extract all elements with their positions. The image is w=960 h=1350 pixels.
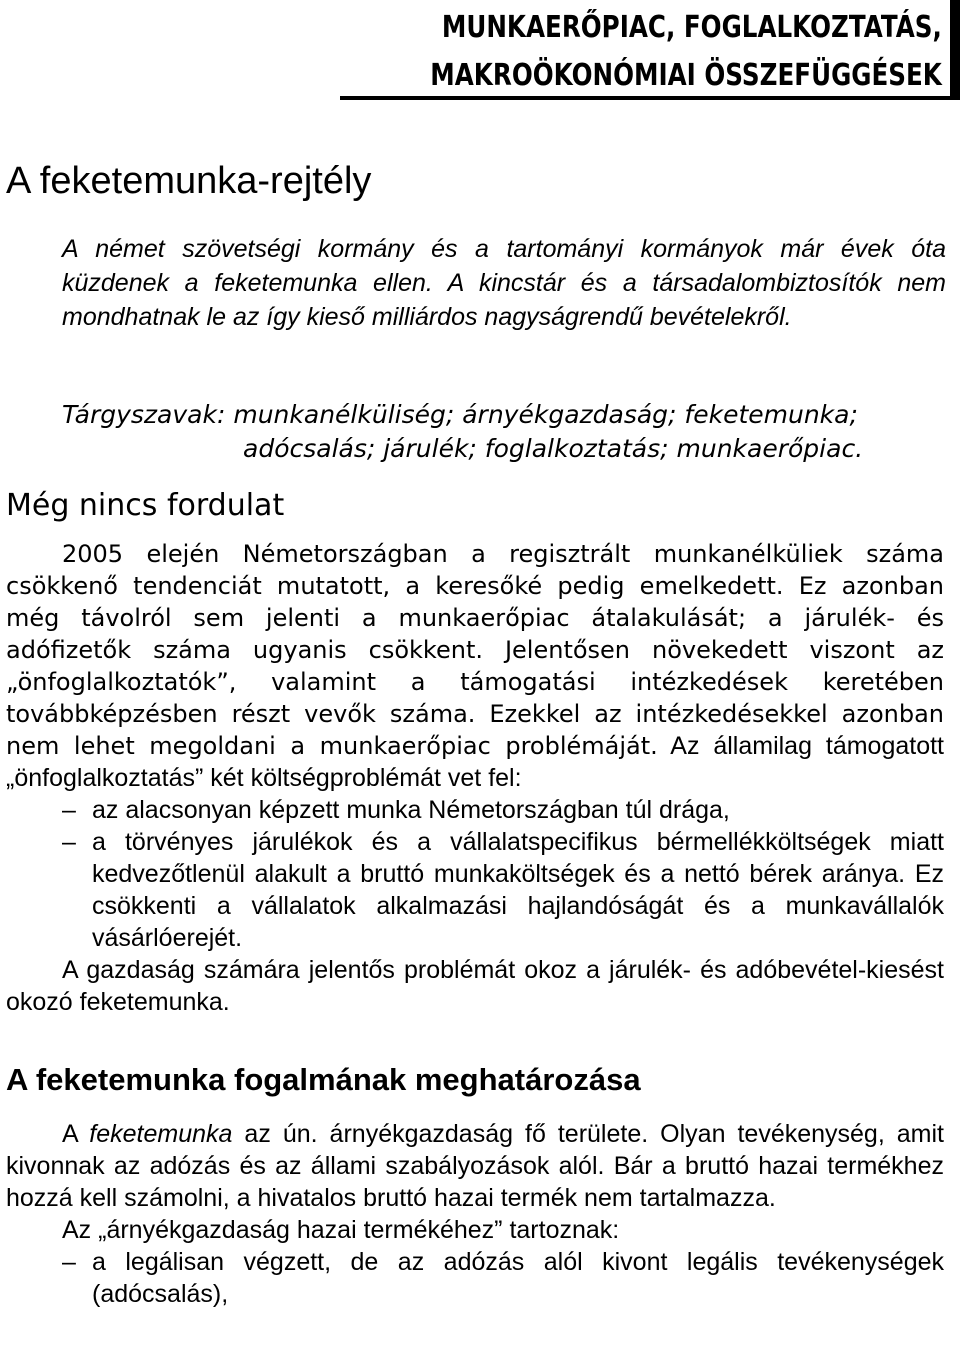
article-lead: A német szövetségi kormány és a tartományi kormányok már évek óta küzdenek a feketemunka ellen. A kincstár és a társadalombiztosítók nem mondhatnak le az így kieső milliárdos nagyságrendű bevételekről. (62, 235, 946, 331)
keywords-line-2: adócsalás; járulék; foglalkoztatás; munkaerőpiac. (243, 434, 864, 463)
list-item: – a törvényes járulékok és a vállalatspecifikus bérmellékköltségek miatt kedvezőtlenül alakult a bruttó munkaköltségek és a nettó bérek aránya. Ez csökkenti a vállalatok alkalmazási hajlandóságát és a munkavállalók vásárlóerejét. (62, 828, 944, 952)
section2-paragraph-2: Az „árnyékgazdaság hazai termékéhez” tartoznak: (62, 1216, 620, 1244)
section1-paragraph-2: A gazdaság számára jelentős problémát okoz a járulék- és adóbevétel-kiesést okozó feketemunka. (6, 956, 944, 1016)
running-header (340, 0, 960, 100)
list-item: – az alacsonyan képzett munka Németországban túl drága, (62, 796, 730, 824)
section1-paragraph-1-sans: 2005 elején Németországban a regisztrált munkanélküliek száma csökkenő tendenciát mutatott, a keresőké pedig emelkedett. Ez azonban még távolról sem jelenti a munkaerőpiac átalakulását; a járulék- és adófizetők száma ugyanis csökkent. Jelentősen növekedett viszont az „önfoglalkoztatók”, valamint a támogatási intézkedések keretében továbbképzésben részt vevők száma. Ezekkel az intézkedésekkel azonban nem lehet megoldani a munkaerőpiac problémáját. (6, 540, 944, 760)
section2-body (6, 1118, 944, 1310)
section1-paragraph-1-rest: Az államilag támogatott „önfoglalkoztatás” két költségproblémát vet fel: (6, 732, 944, 792)
section1-paragraph-1 (6, 538, 944, 794)
emphasis-term: feketemunka (89, 1120, 233, 1148)
keywords-line-1: munkanélküliség; árnyékgazdaság; feketemunka; (233, 400, 858, 429)
section-heading-definition: A feketemunka fogalmának meghatározása (6, 1062, 641, 1097)
keywords-block (62, 398, 942, 466)
dash-marker: – (62, 796, 76, 824)
dash-marker: – (62, 828, 76, 856)
list-item: – a legálisan végzett, de az adózás alól kivont legális tevékenységek (adócsalás), (62, 1248, 944, 1308)
section2-bullet-list (6, 1246, 944, 1310)
section-heading-no-turnaround: Még nincs fordulat (6, 488, 285, 523)
header-line-2: MAKROÖKONÓMIAI ÖSSZEFÜGGÉSEK (430, 58, 942, 93)
keywords-label: Tárgyszavak: (62, 400, 226, 429)
section2-paragraph-1: A feketemunka az ún. árnyékgazdaság fő területe. Olyan tevékenység, amit kivonnak az adózás és az állami szabályozások alól. Bár a bruttó hazai termékhez hozzá kell számolni, a hivatalos bruttó hazai termék nem tartalmazza. (6, 1120, 945, 1212)
dash-marker: – (62, 1248, 76, 1276)
header-line-1: MUNKAERŐPIAC, FOGLALKOZTATÁS, (442, 10, 942, 45)
section1-bullet-list (6, 794, 944, 954)
article-title: A feketemunka-rejtély (6, 160, 372, 202)
section1-body (6, 538, 944, 1018)
